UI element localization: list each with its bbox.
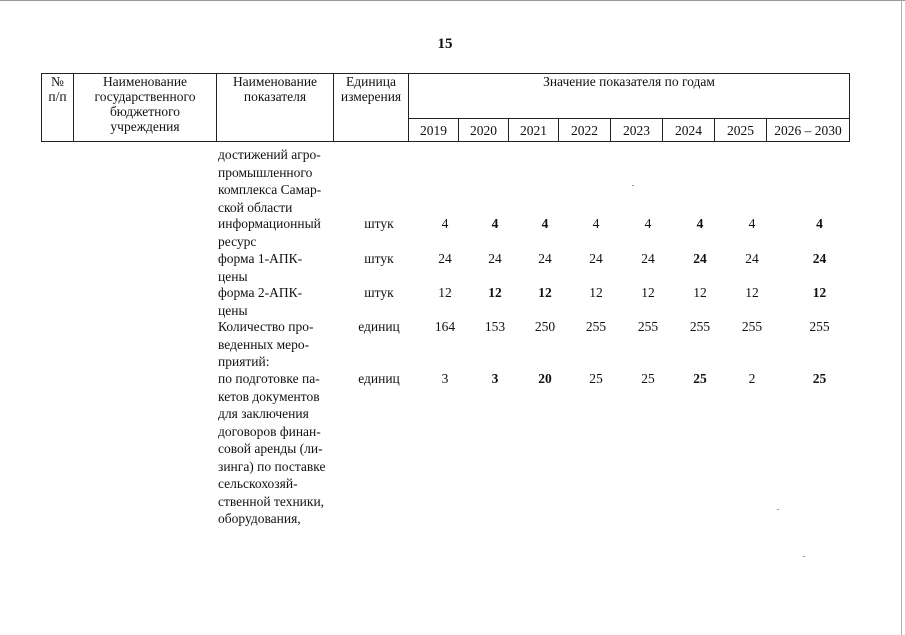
- page-edge-right: [901, 0, 902, 635]
- header-year: 2026 – 2030: [767, 119, 850, 142]
- indicator-name: информационный ресурс: [218, 216, 321, 249]
- value-cell: 25: [693, 371, 707, 386]
- value-cell: 12: [538, 285, 552, 300]
- value-cell: 255: [741, 319, 763, 334]
- header-year: 2020: [459, 119, 509, 142]
- value-cell: 12: [812, 285, 827, 300]
- value-cell: 12: [488, 285, 502, 300]
- unit-cell: единиц: [358, 319, 400, 334]
- value-cell: 4: [816, 216, 823, 231]
- value-cell: 4: [541, 216, 549, 231]
- value-cell: 255: [585, 319, 607, 334]
- value-cell: 24: [589, 251, 603, 266]
- value-cell: 24: [812, 251, 827, 266]
- value-cell: 4: [441, 216, 449, 231]
- unit-cell: штук: [364, 216, 394, 231]
- value-cell: 4: [748, 216, 756, 231]
- value-cell: 12: [589, 285, 603, 300]
- value-cell: 25: [812, 371, 827, 386]
- indicator-name: по подготовке па- кетов документов для заключения договоров финан- совой аренды (ли- зинга) по поставке сельскохозяй- ственной техники, оборудования,: [218, 371, 326, 526]
- indicator-name: форма 1-АПК- цены: [218, 251, 303, 284]
- value-cell: 250: [534, 319, 556, 334]
- indicator-name: Количество про- веденных меро- приятий:: [218, 319, 314, 369]
- indicator-continuation: достижений агро- промышленного комплекса Самар- ской области: [218, 147, 322, 215]
- value-cell: 3: [491, 371, 499, 386]
- header-unit: Единица измерения: [334, 74, 409, 142]
- value-cell: 153: [484, 319, 506, 334]
- value-cell: 24: [693, 251, 707, 266]
- value-cell: 255: [689, 319, 711, 334]
- value-cell: 24: [745, 251, 759, 266]
- value-cell: 12: [438, 285, 452, 300]
- value-cell: 12: [693, 285, 707, 300]
- page-number: 15: [437, 36, 453, 52]
- value-cell: 12: [745, 285, 759, 300]
- indicator-name: форма 2-АПК- цены: [218, 285, 303, 318]
- scan-speck: [803, 556, 805, 557]
- value-cell: 255: [809, 319, 830, 334]
- header-institution: Наименование государственного бюджетного учреждения: [74, 74, 217, 142]
- header-indicator: Наименование показателя: [217, 74, 334, 142]
- scan-speck: [632, 185, 634, 186]
- table-header: [41, 73, 850, 142]
- value-cell: 164: [434, 319, 456, 334]
- header-year: 2024: [663, 119, 715, 142]
- header-year: 2023: [611, 119, 663, 142]
- header-year: 2021: [509, 119, 559, 142]
- scan-speck: [777, 509, 779, 510]
- header-year: 2022: [559, 119, 611, 142]
- unit-cell: штук: [364, 251, 394, 266]
- value-cell: 4: [644, 216, 652, 231]
- value-cell: 20: [538, 371, 552, 386]
- value-cell: 24: [538, 251, 552, 266]
- header-year: 2025: [715, 119, 767, 142]
- value-cell: 4: [491, 216, 499, 231]
- value-cell: 255: [637, 319, 659, 334]
- unit-cell: штук: [364, 285, 394, 300]
- page-edge-top: [0, 0, 905, 1]
- header-num: № п/п: [42, 74, 74, 142]
- value-cell: 2: [748, 371, 756, 386]
- value-cell: 24: [488, 251, 502, 266]
- header-values: Значение показателя по годам: [409, 74, 850, 119]
- value-cell: 4: [592, 216, 600, 231]
- value-cell: 24: [641, 251, 655, 266]
- unit-cell: единиц: [358, 371, 400, 386]
- value-cell: 25: [589, 371, 603, 386]
- value-cell: 12: [641, 285, 655, 300]
- header-year: 2019: [409, 119, 459, 142]
- value-cell: 24: [438, 251, 452, 266]
- value-cell: 4: [696, 216, 704, 231]
- value-cell: 25: [641, 371, 655, 386]
- value-cell: 3: [441, 371, 449, 386]
